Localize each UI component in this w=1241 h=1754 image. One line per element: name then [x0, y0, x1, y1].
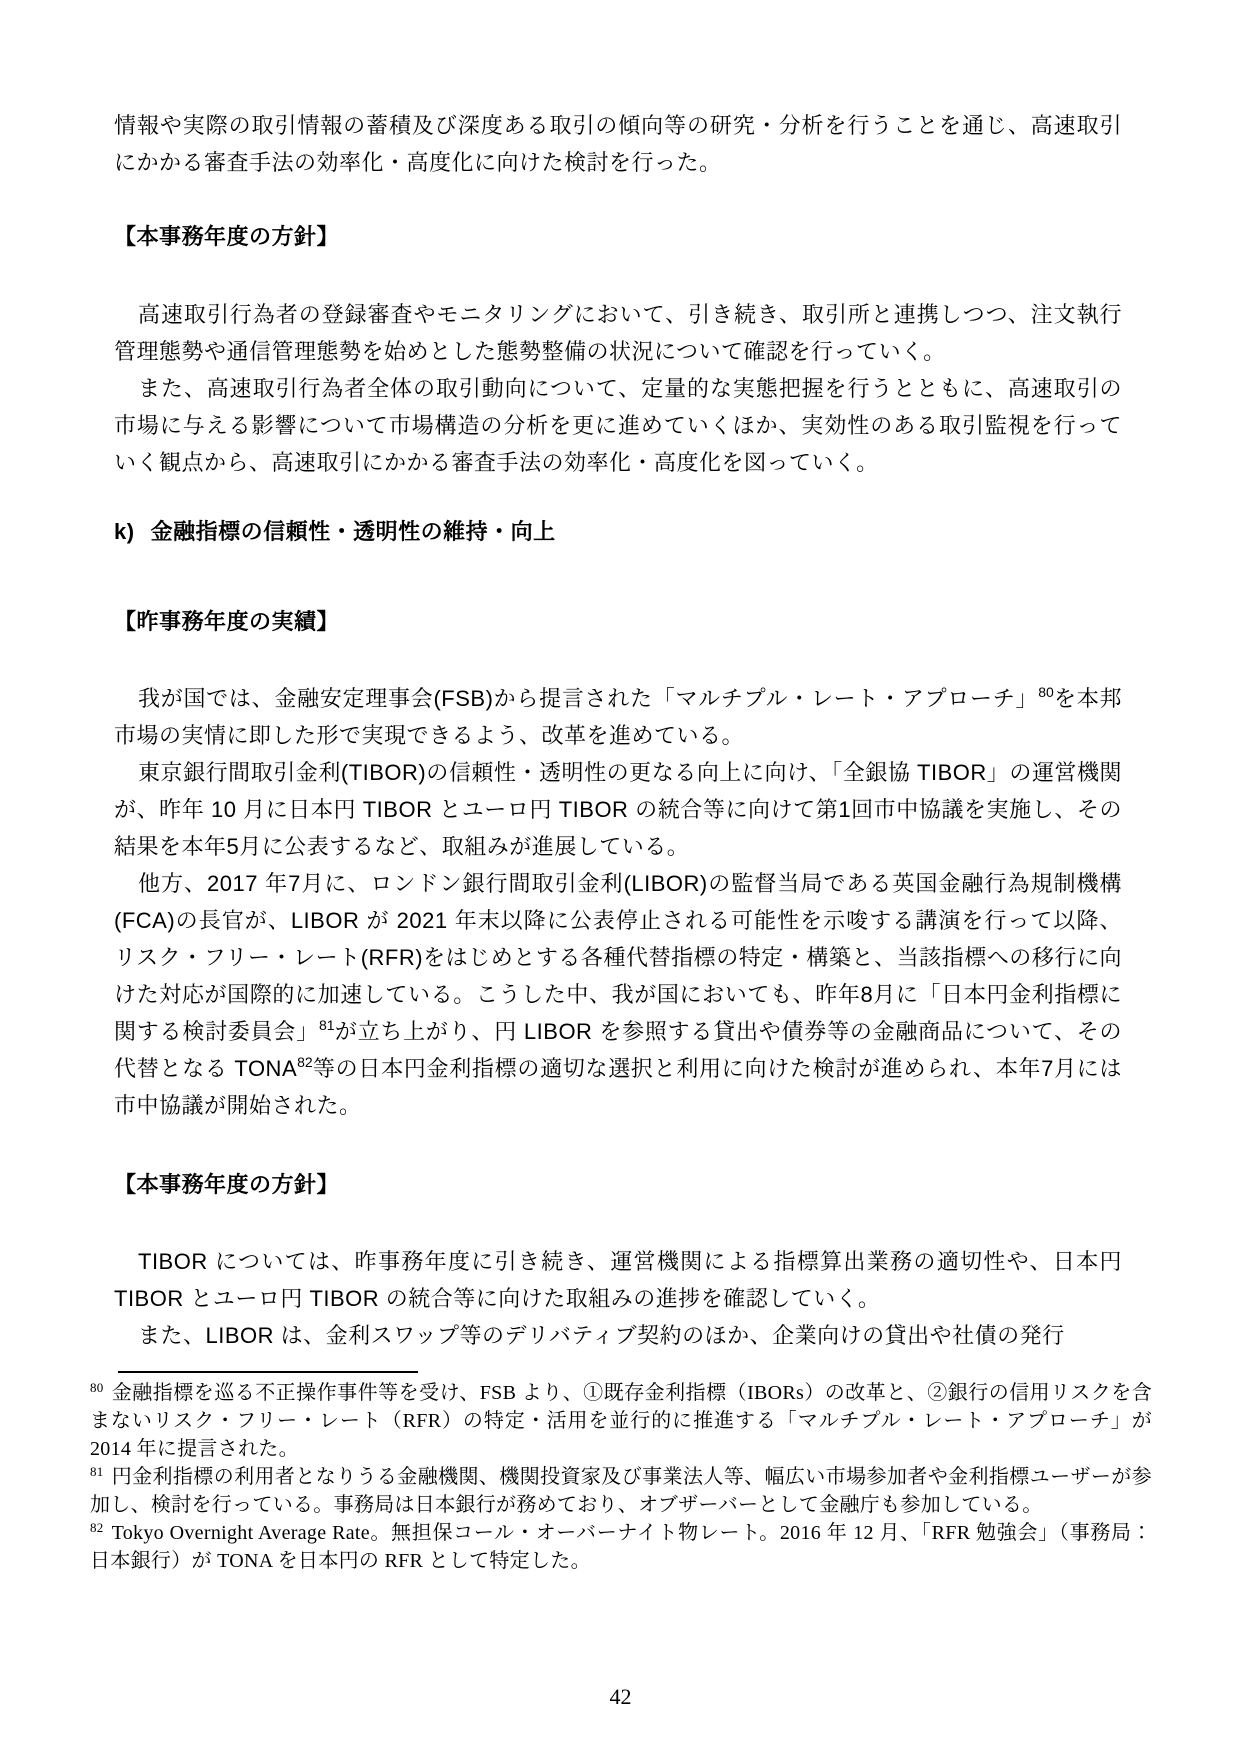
paragraph-fsb-text-post: を本邦市場の実情に即した形で実現できるよう、改革を進めている。 [114, 686, 1122, 748]
section-k-label: k) [114, 519, 135, 544]
footnote-separator-rule [118, 1371, 418, 1373]
heading-last-year-results: 【昨事務年度の実績】 [114, 609, 340, 634]
heading-current-year-policy-benchmarks: 【本事務年度の方針】 [114, 1172, 340, 1197]
footnote-82-text: Tokyo Overnight Average Rate。無担保コール・オーバーナイト物レート。2016 年 12 月、「RFR 勉強会」（事務局：日本銀行）が TONA を日本円の RFR として特定した。 [90, 1522, 1152, 1572]
footnote-ref-82: 82 [297, 1054, 313, 1070]
footnote-81 [90, 1463, 1152, 1519]
paragraph-libor-policy: また、LIBOR は、金利スワップ等のデリバティブ契約のほか、企業向けの貸出や社債の発行 [138, 1323, 1065, 1348]
paragraph-hst-review-continuation: 情報や実際の取引情報の蓄積及び深度ある取引の傾向等の研究・分析を行うことを通じ、高速取引にかかる審査手法の効率化・高度化に向けた検討を行った。 [114, 113, 1122, 175]
paragraph-tibor-policy: TIBOR については、昨事務年度に引き続き、運営機関による指標算出業務の適切性や、日本円 TIBOR とユーロ円 TIBOR の統合等に向けた取組みの進捗を確認していく。 [114, 1249, 1122, 1311]
paragraph-libor-text-1: 他方、2017 年7月に、ロンドン銀行間取引金利(LIBOR)の監督当局である英国金融行為規制機構(FCA)の長官が、LIBOR が 2021 年末以降に公表停止される可能性を示唆する講演を行って以降、リスク・フリー・レート(RFR)をはじめとする各種代替指標の特定・構築と、当該指標への移行に向けた対応が国際的に加速している。こうした中、我が国においても、昨年8月に「日本円金利指標に関する検討委員会」 [114, 871, 1122, 1044]
section-k-heading [114, 513, 1122, 550]
paragraph-fsb-multiple-rate-approach [114, 680, 1122, 754]
paragraph-hst-market-impact: また、高速取引行為者全体の取引動向について、定量的な実態把握を行うとともに、高速取引の市場に与える影響について市場構造の分析を更に進めていくほか、実効性のある取引監視を行っていく観点から、高速取引にかかる審査手法の効率化・高度化を図っていく。 [114, 376, 1122, 475]
footnote-82-number: 82 [90, 1520, 104, 1535]
footnote-80-text: 金融指標を巡る不正操作事件等を受け、FSB より、①既存金利指標（IBORs）の改革と、②銀行の信用リスクを含まないリスク・フリー・レート（RFR）の特定・活用を並行的に推進する「マルチプル・レート・アプローチ」が 2014 年に提言された。 [90, 1382, 1152, 1460]
paragraph-hst-registration: 高速取引行為者の登録審査やモニタリングにおいて、引き続き、取引所と連携しつつ、注文執行管理態勢や通信管理態勢を始めとした態勢整備の状況について確認を行っていく。 [114, 302, 1122, 364]
paragraph-fsb-text-pre: 我が国では、金融安定理事会(FSB)から提言された「マルチプル・レート・アプローチ」 [138, 686, 1039, 711]
footnote-ref-81: 81 [318, 1017, 335, 1033]
paragraph-libor-text-3: 等の日本円金利指標の適切な選択と利用に向けた検討が進められ、本年7月には市中協議が開始された。 [114, 1056, 1123, 1118]
footnote-ref-80: 80 [1038, 684, 1054, 700]
body-text-column [114, 107, 1122, 1354]
footnote-81-text: 円金利指標の利用者となりうる金融機関、機関投資家及び事業法人等、幅広い市場参加者や金利指標ユーザーが参加し、検討を行っている。事務局は日本銀行が務めており、オブザーバーとして金融庁も参加している。 [90, 1466, 1152, 1516]
footnote-82 [90, 1519, 1152, 1575]
footnotes-section [90, 1379, 1152, 1575]
heading-current-year-policy-hst: 【本事務年度の方針】 [114, 224, 340, 249]
paragraph-libor-text-2: が立ち上がり、円 LIBOR を参照する貸出や債券等の金融商品について、その代替となる TONA [114, 1019, 1122, 1081]
footnote-80 [90, 1379, 1152, 1463]
page-number: 42 [609, 1684, 632, 1709]
paragraph-tibor-integration: 東京銀行間取引金利(TIBOR)の信頼性・透明性の更なる向上に向け、「全銀協 TIBOR」の運営機関が、昨年 10 月に日本円 TIBOR とユーロ円 TIBOR の統合等に向けて第1回市中協議を実施し、その結果を本年5月に公表するなど、取組みが進展している。 [114, 760, 1122, 859]
paragraph-libor-transition [114, 865, 1122, 1124]
footnote-81-number: 81 [90, 1464, 104, 1479]
footnote-80-number: 80 [90, 1380, 104, 1395]
section-k-title: 金融指標の信頼性・透明性の維持・向上 [150, 519, 556, 544]
